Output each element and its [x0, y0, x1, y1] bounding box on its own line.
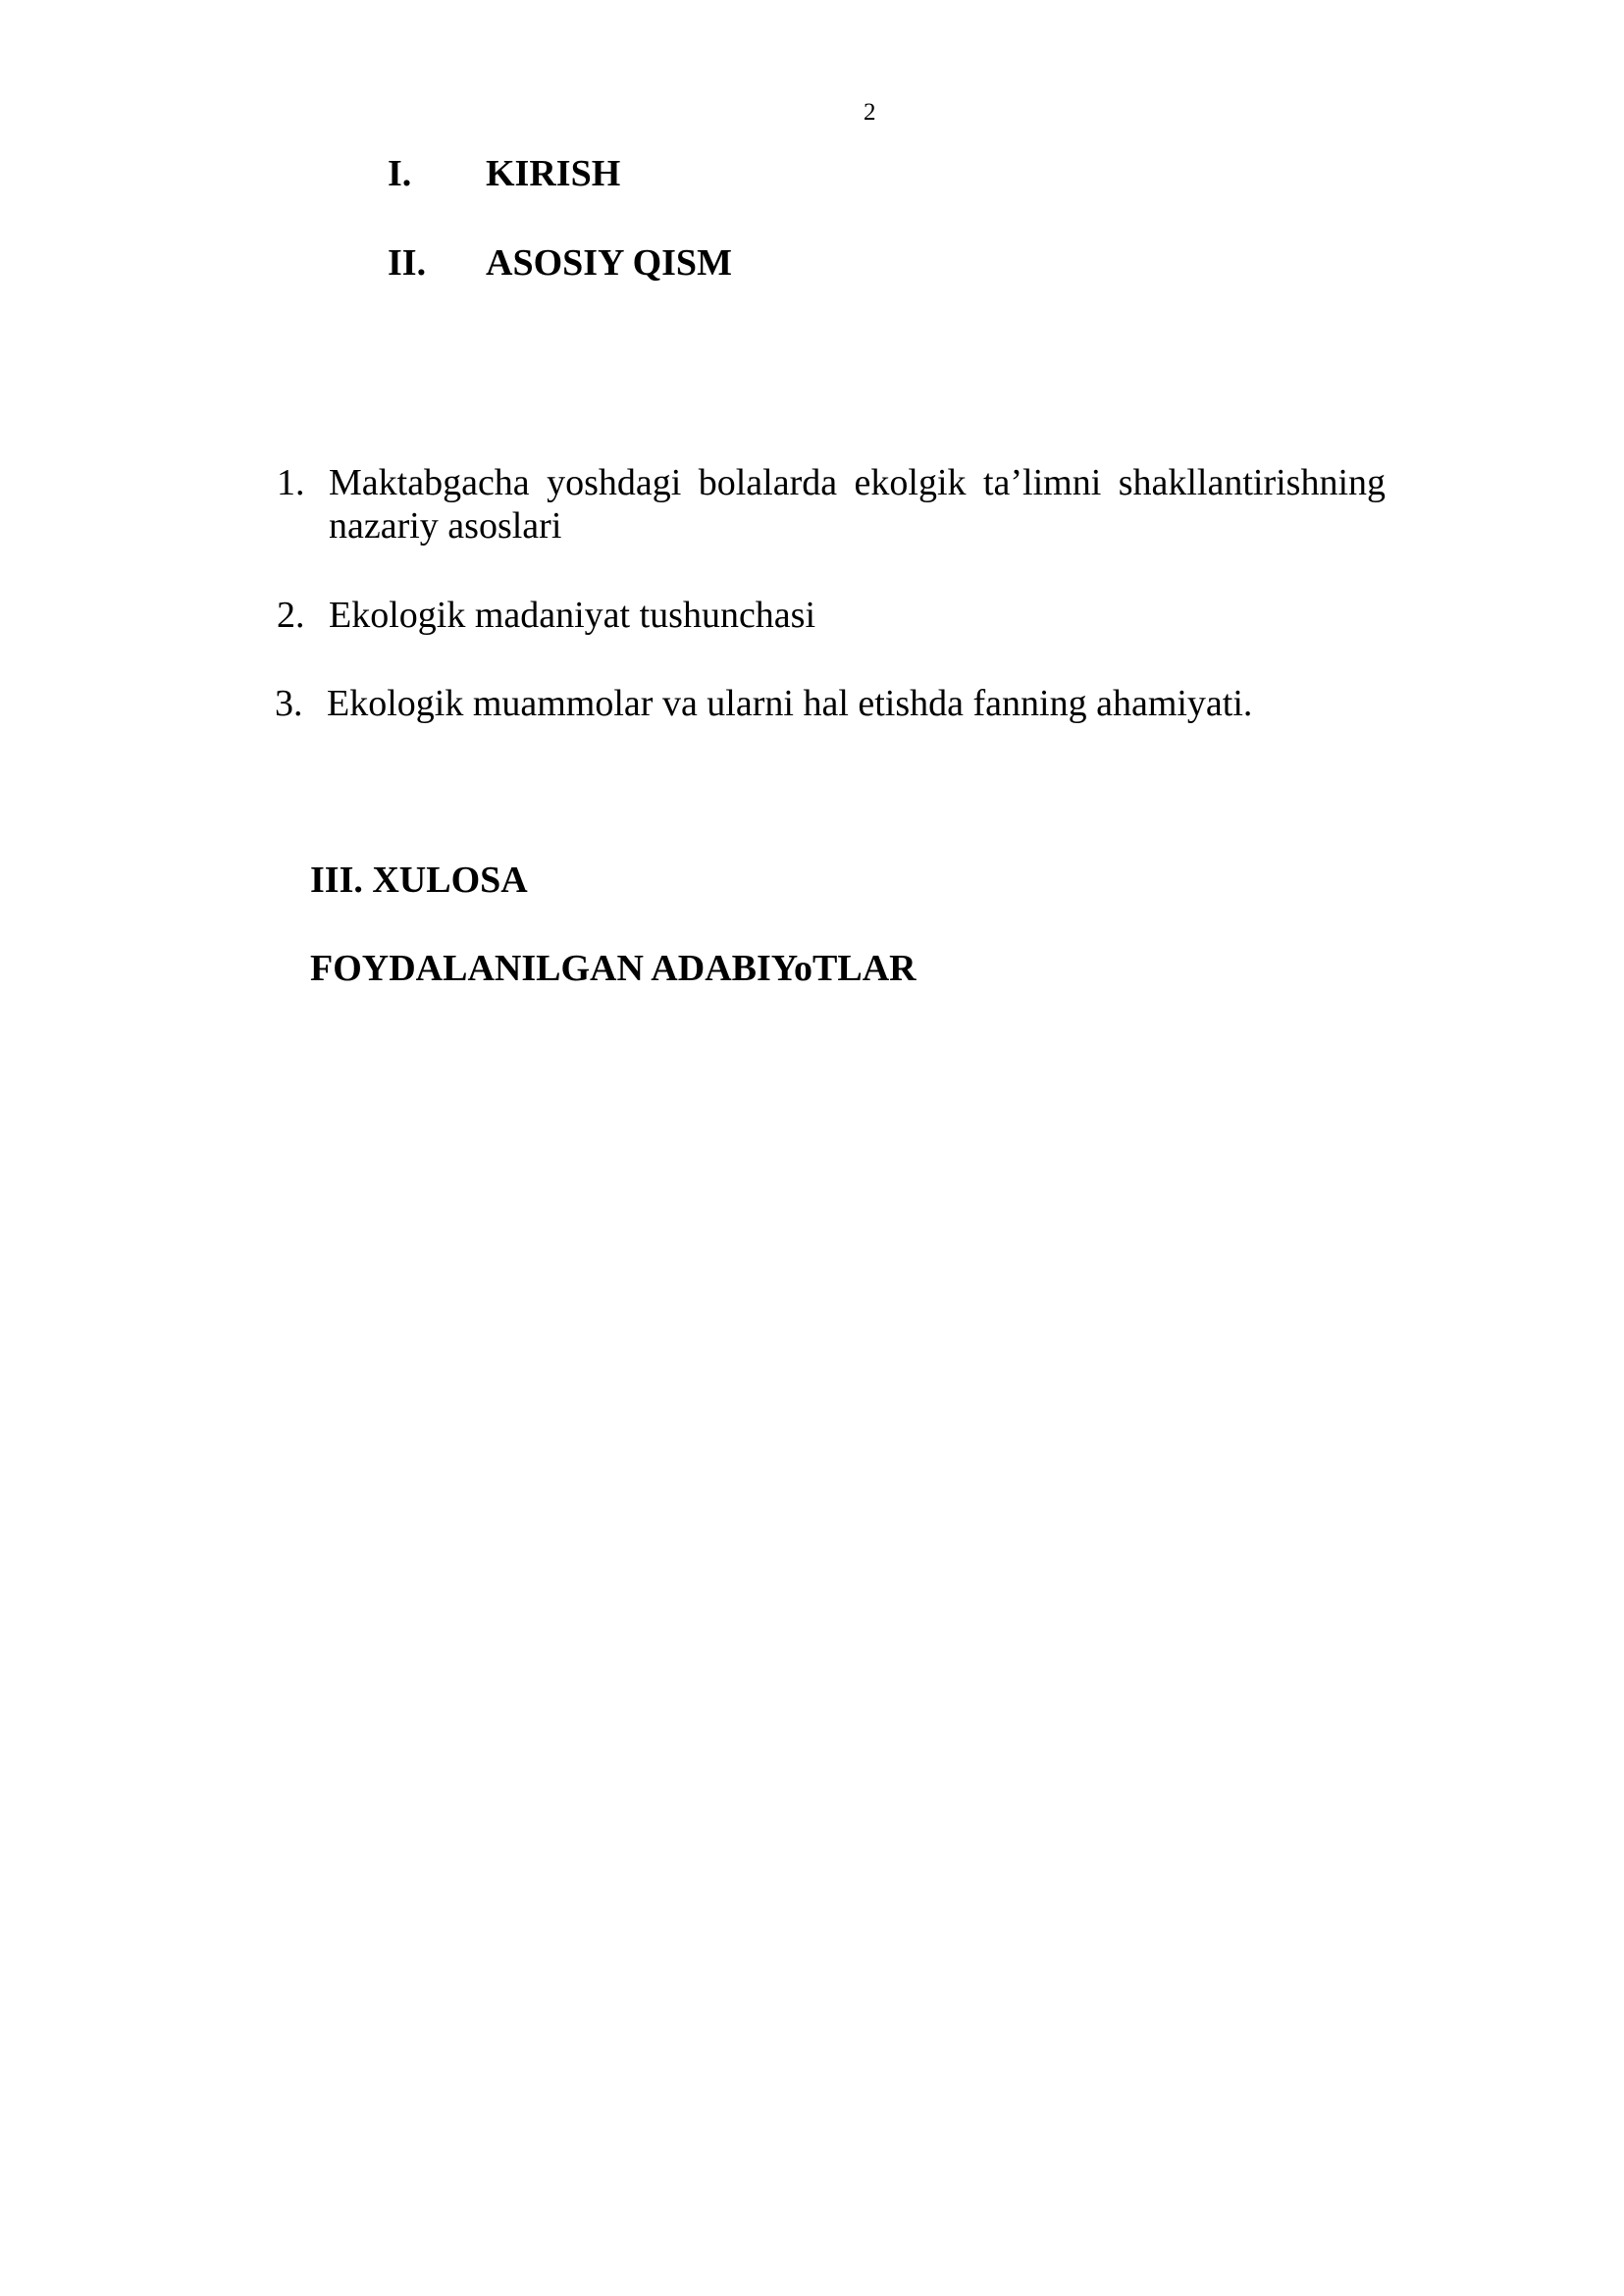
heading-conclusion: III. XULOSA — [310, 860, 528, 901]
heading-introduction-numeral: I. — [388, 153, 412, 194]
list-item — [277, 461, 1386, 549]
page-number: 2 — [864, 99, 876, 126]
list-item-number: 3. — [275, 683, 303, 724]
list-item-text: Ekologik muammolar va ularni hal etishda fanning ahamiyati. — [327, 683, 1253, 724]
list-item-text: Ekologik madaniyat tushunchasi — [329, 595, 816, 636]
list-item-number: 1. — [277, 462, 305, 503]
list-item — [275, 682, 1384, 725]
heading-references: FOYDALANILGAN ADABIYoTLAR — [310, 948, 917, 989]
heading-main-part-title: ASOSIY QISM — [486, 242, 732, 284]
list-item-text: Maktabgacha yoshdagi bolalarda ekolgik ta’limni shakllantirishning nazariy asoslari — [329, 462, 1386, 547]
heading-introduction — [388, 152, 780, 195]
list-item-number: 2. — [277, 595, 305, 636]
heading-main-part — [388, 241, 976, 285]
heading-main-part-numeral: II. — [388, 242, 427, 284]
list-item — [277, 594, 1386, 637]
heading-introduction-title: KIRISH — [486, 153, 621, 194]
